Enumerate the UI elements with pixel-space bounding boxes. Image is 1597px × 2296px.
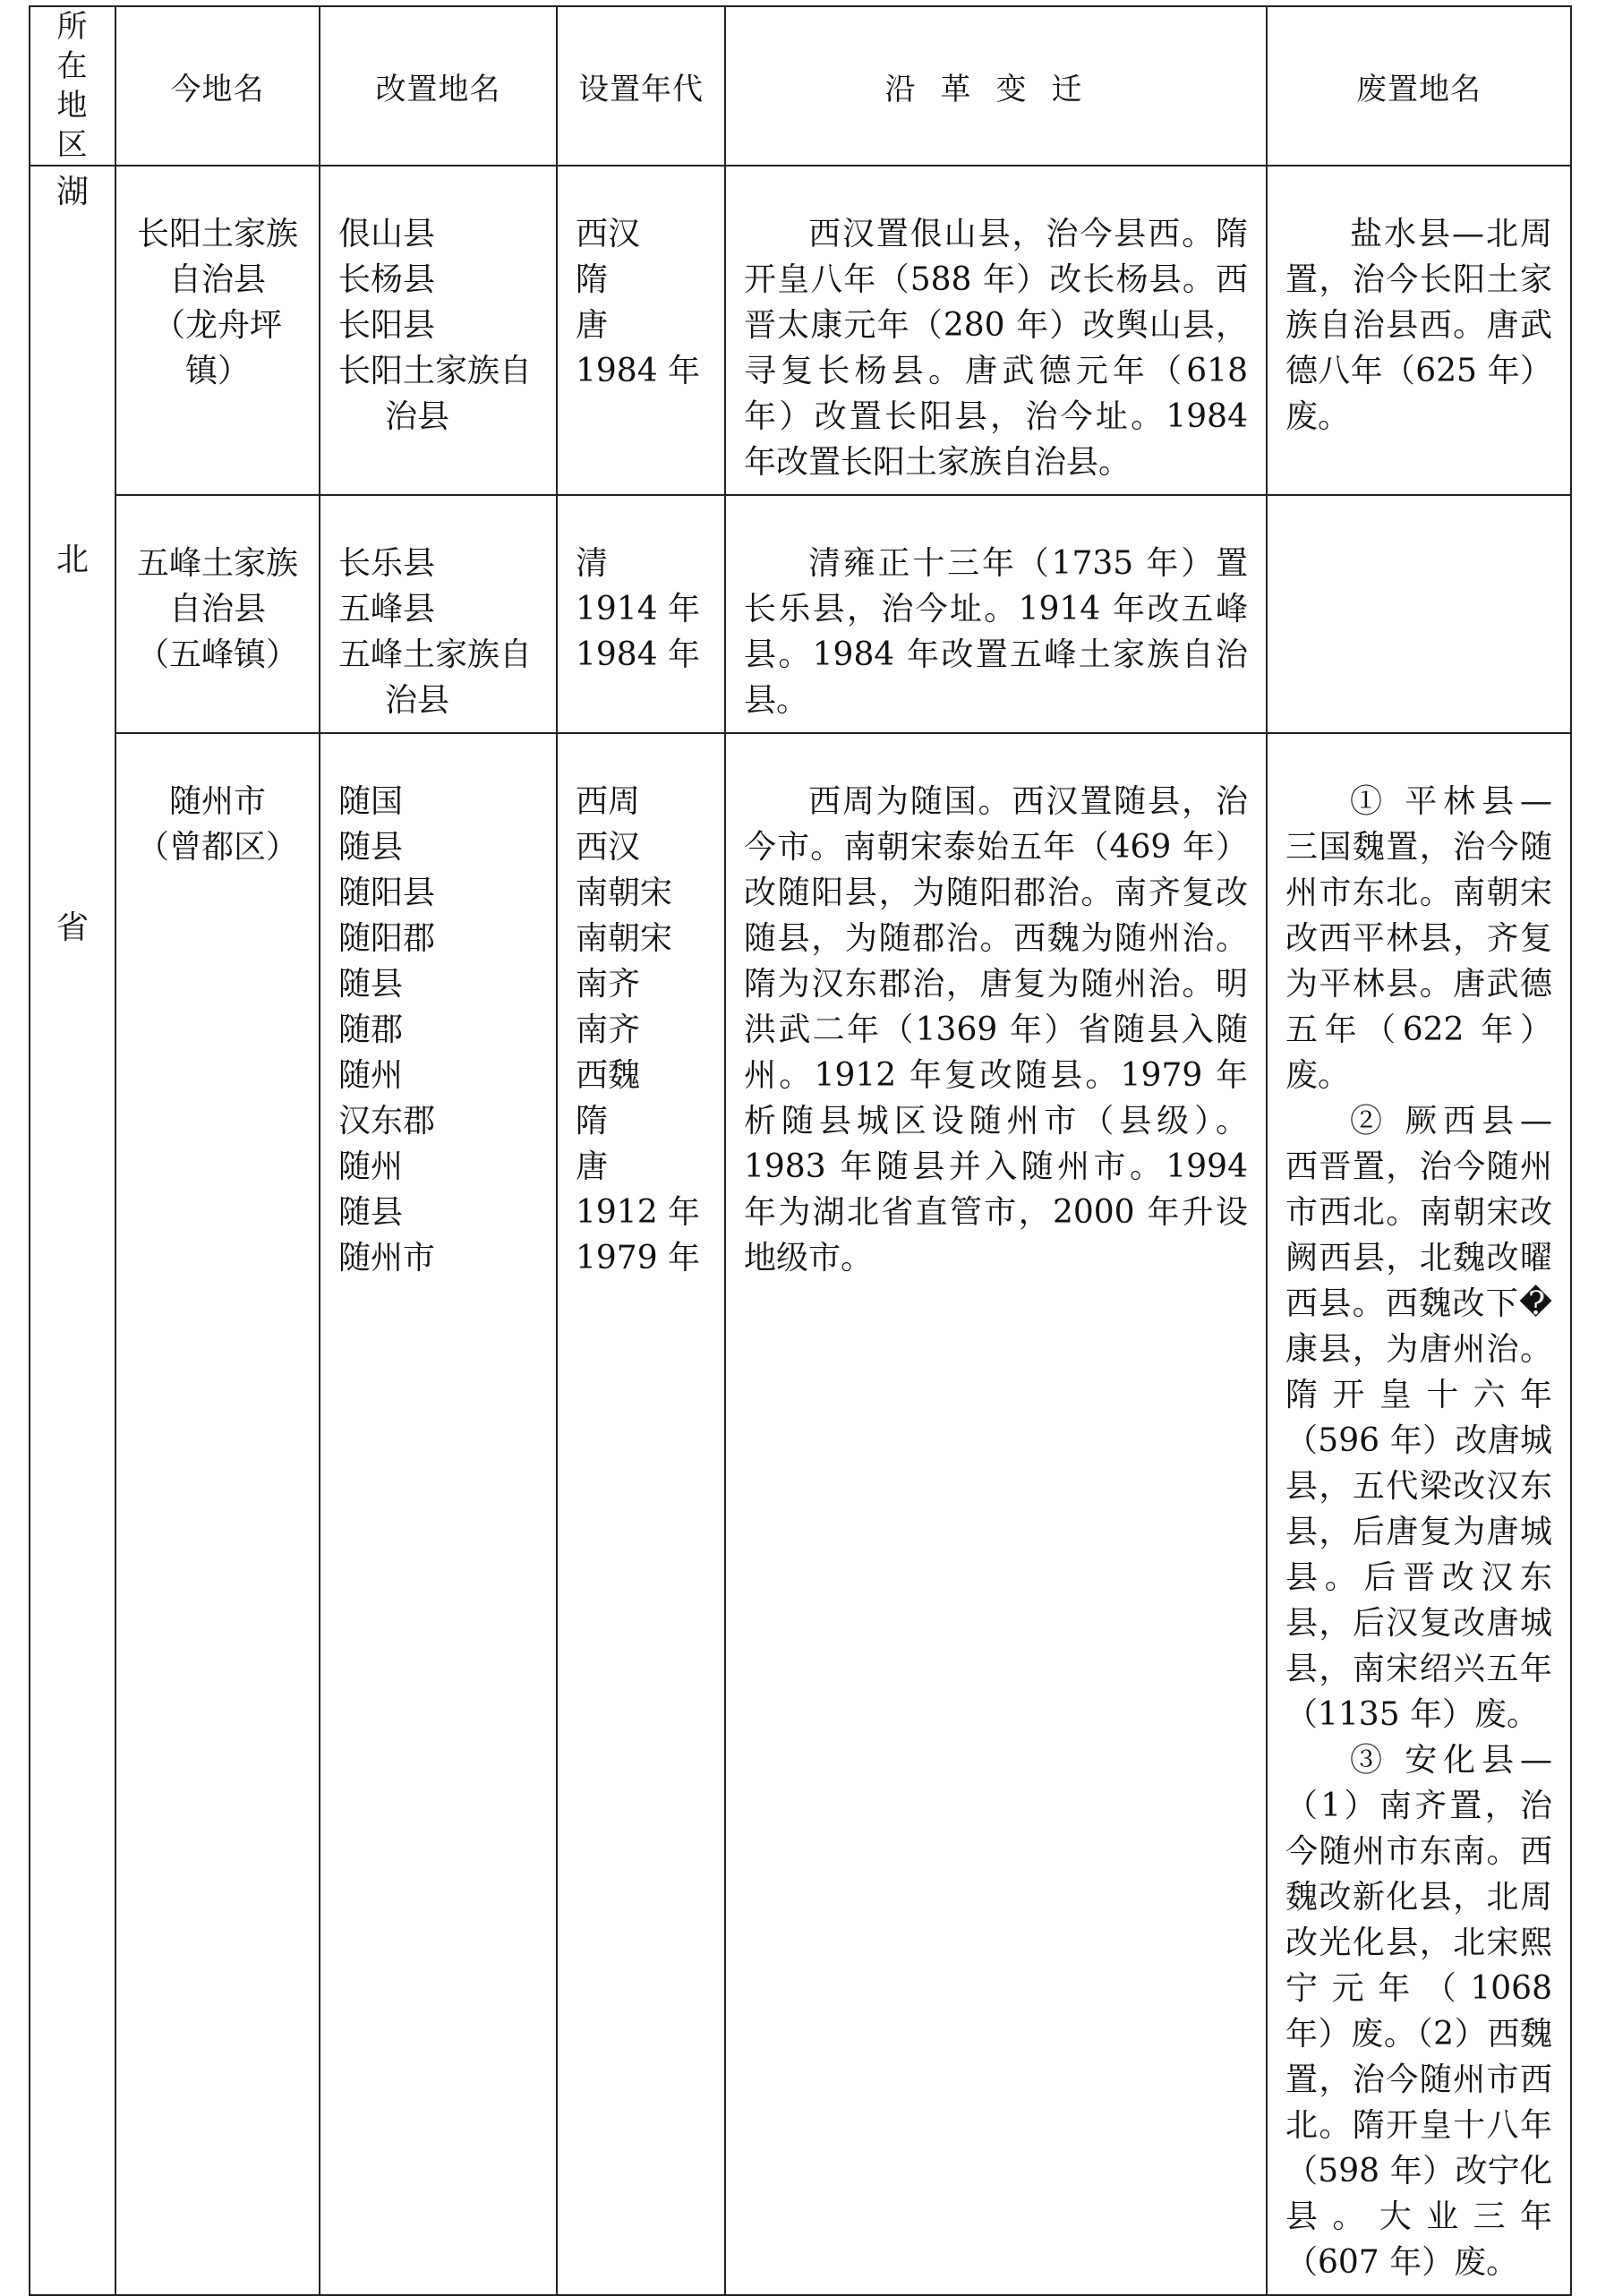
modern-name-line: 五峰土家族 xyxy=(136,545,298,582)
evolution-cell xyxy=(725,733,1267,2295)
changed-name: 长阳县 xyxy=(338,307,436,344)
changed-name: 汉东郡 xyxy=(338,1103,436,1139)
established-era: 唐 xyxy=(576,1148,609,1185)
changed-name: 随州市 xyxy=(338,1240,436,1276)
table-row xyxy=(30,166,1571,495)
region-char: 省 xyxy=(56,909,89,946)
established-era: 南朝宋 xyxy=(576,875,673,911)
established-era: 西魏 xyxy=(576,1057,641,1094)
changed-name: 随阳郡 xyxy=(338,920,436,957)
table-row xyxy=(30,495,1571,733)
changed-name: 五峰土家族自治县 xyxy=(338,636,533,719)
header-evolution: 沿革变迁 xyxy=(725,6,1267,166)
established-era: 南齐 xyxy=(576,1011,641,1048)
changed-name: 佷山县 xyxy=(338,216,436,252)
changed-names-cell xyxy=(320,495,557,733)
header-established: 设置年代 xyxy=(557,6,725,166)
established-era: 清 xyxy=(576,545,609,582)
modern-name-cell xyxy=(115,733,320,2295)
established-era: 西周 xyxy=(576,783,641,820)
region-cell xyxy=(30,166,115,2295)
modern-name-line: 长阳土家族 xyxy=(136,216,298,252)
region-char: 北 xyxy=(56,542,89,578)
established-era: 1984 年 xyxy=(576,636,701,673)
evolution-text: 清雍正十三年（1735 年）置长乐县，治今址。1914 年改五峰县。1984 年改置五峰土家族自治县。 xyxy=(744,545,1248,719)
established-cell xyxy=(557,166,725,495)
modern-name-line: 自治县 xyxy=(168,261,266,298)
abolished-entry: 盐水县—北周置，治今长阳土家族自治县西。唐武德八年（625 年）废。 xyxy=(1285,216,1552,435)
modern-name-line: 自治县 xyxy=(168,591,266,627)
evolution-text: 西周为随国。西汉置随县，治今市。南朝宋泰始五年（469 年）改随阳县，为随阳郡治。南齐复改随县，为随郡治。西魏为随州治。隋为汉东郡治，唐复为随州治。明洪武二年（1369 年）省随县入随州。1912 年复改随县。1979 年析随县城区设随州市（县级）。1983 年随县并入随州市。1994 年为湖北省直管市，2000 年升设地级市。 xyxy=(744,783,1248,1276)
changed-names-cell xyxy=(320,166,557,495)
established-era: 西汉 xyxy=(576,829,641,866)
established-era: 南齐 xyxy=(576,966,641,1003)
modern-name-line: （曾都区） xyxy=(136,829,298,866)
modern-name-cell xyxy=(115,495,320,733)
changed-name: 随县 xyxy=(338,1194,404,1231)
established-era: 1979 年 xyxy=(576,1240,701,1276)
table-row xyxy=(30,733,1571,2295)
evolution-text: 西汉置佷山县，治今县西。隋开皇八年（588 年）改长杨县。西晋太康元年（280 年）改舆山县，寻复长杨县。唐武德元年（618 年）改置长阳县，治今址。1984 年改置长阳土家族自治县。 xyxy=(744,216,1248,481)
header-modern-name: 今地名 xyxy=(115,6,320,166)
region-char: 湖 xyxy=(56,174,89,210)
abolished-cell xyxy=(1267,495,1571,733)
header-region xyxy=(30,6,115,166)
changed-name: 随县 xyxy=(338,829,404,866)
gazetteer-table xyxy=(29,5,1572,2296)
established-era: 西汉 xyxy=(576,216,641,252)
abolished-cell xyxy=(1267,733,1571,2295)
established-era: 1984 年 xyxy=(576,353,701,389)
modern-name-line: （龙舟坪镇） xyxy=(152,307,282,389)
modern-name-line: 随州市 xyxy=(168,783,266,820)
established-era: 隋 xyxy=(576,1103,609,1139)
changed-name: 随州 xyxy=(338,1148,404,1185)
abolished-entry: ② 厥西县—西晋置，治今随州市西北。南朝宋改阙西县，北魏改曜西县。西魏改下�康县，为唐州治。隋开皇十六年（596 年）改唐城县，五代梁改汉东县，后唐复为唐城县。后晋改汉东县，后汉复改唐城县，南宋绍兴五年（1135 年）废。 xyxy=(1285,1103,1552,1733)
changed-name: 长杨县 xyxy=(338,261,436,298)
header-row xyxy=(30,6,1571,166)
modern-name-cell xyxy=(115,166,320,495)
abolished-entry: ③ 安化县—（1）南齐置，治今随州市东南。西魏改新化县，北周改光化县，北宋熙宁元年（1068 年）废。（2）西魏置，治今随州市西北。隋开皇十八年（598 年）改宁化县。大业三年（607 年）废。 xyxy=(1285,1742,1552,2281)
changed-names-cell xyxy=(320,733,557,2295)
established-era: 1914 年 xyxy=(576,591,701,627)
abolished-entry: ① 平林县—三国魏置，治今随州市东北。南朝宋改西平林县，齐复为平林县。唐武德五年（622 年）废。 xyxy=(1285,783,1552,1094)
changed-name: 五峰县 xyxy=(338,591,436,627)
established-cell xyxy=(557,495,725,733)
established-era: 南朝宋 xyxy=(576,920,673,957)
evolution-cell xyxy=(725,166,1267,495)
changed-name: 随县 xyxy=(338,966,404,1003)
evolution-cell xyxy=(725,495,1267,733)
header-abolished: 废置地名 xyxy=(1267,6,1571,166)
changed-name: 随阳县 xyxy=(338,875,436,911)
changed-name: 长阳土家族自治县 xyxy=(338,353,533,435)
established-cell xyxy=(557,733,725,2295)
modern-name-line: （五峰镇） xyxy=(136,636,298,673)
established-era: 唐 xyxy=(576,307,609,344)
established-era: 隋 xyxy=(576,261,609,298)
changed-name: 长乐县 xyxy=(338,545,436,582)
header-region-label: 所在地区 xyxy=(56,9,89,163)
header-changed-names: 改置地名 xyxy=(320,6,557,166)
abolished-cell xyxy=(1267,166,1571,495)
changed-name: 随国 xyxy=(338,783,404,820)
changed-name: 随州 xyxy=(338,1057,404,1094)
changed-name: 随郡 xyxy=(338,1011,404,1048)
established-era: 1912 年 xyxy=(576,1194,701,1231)
